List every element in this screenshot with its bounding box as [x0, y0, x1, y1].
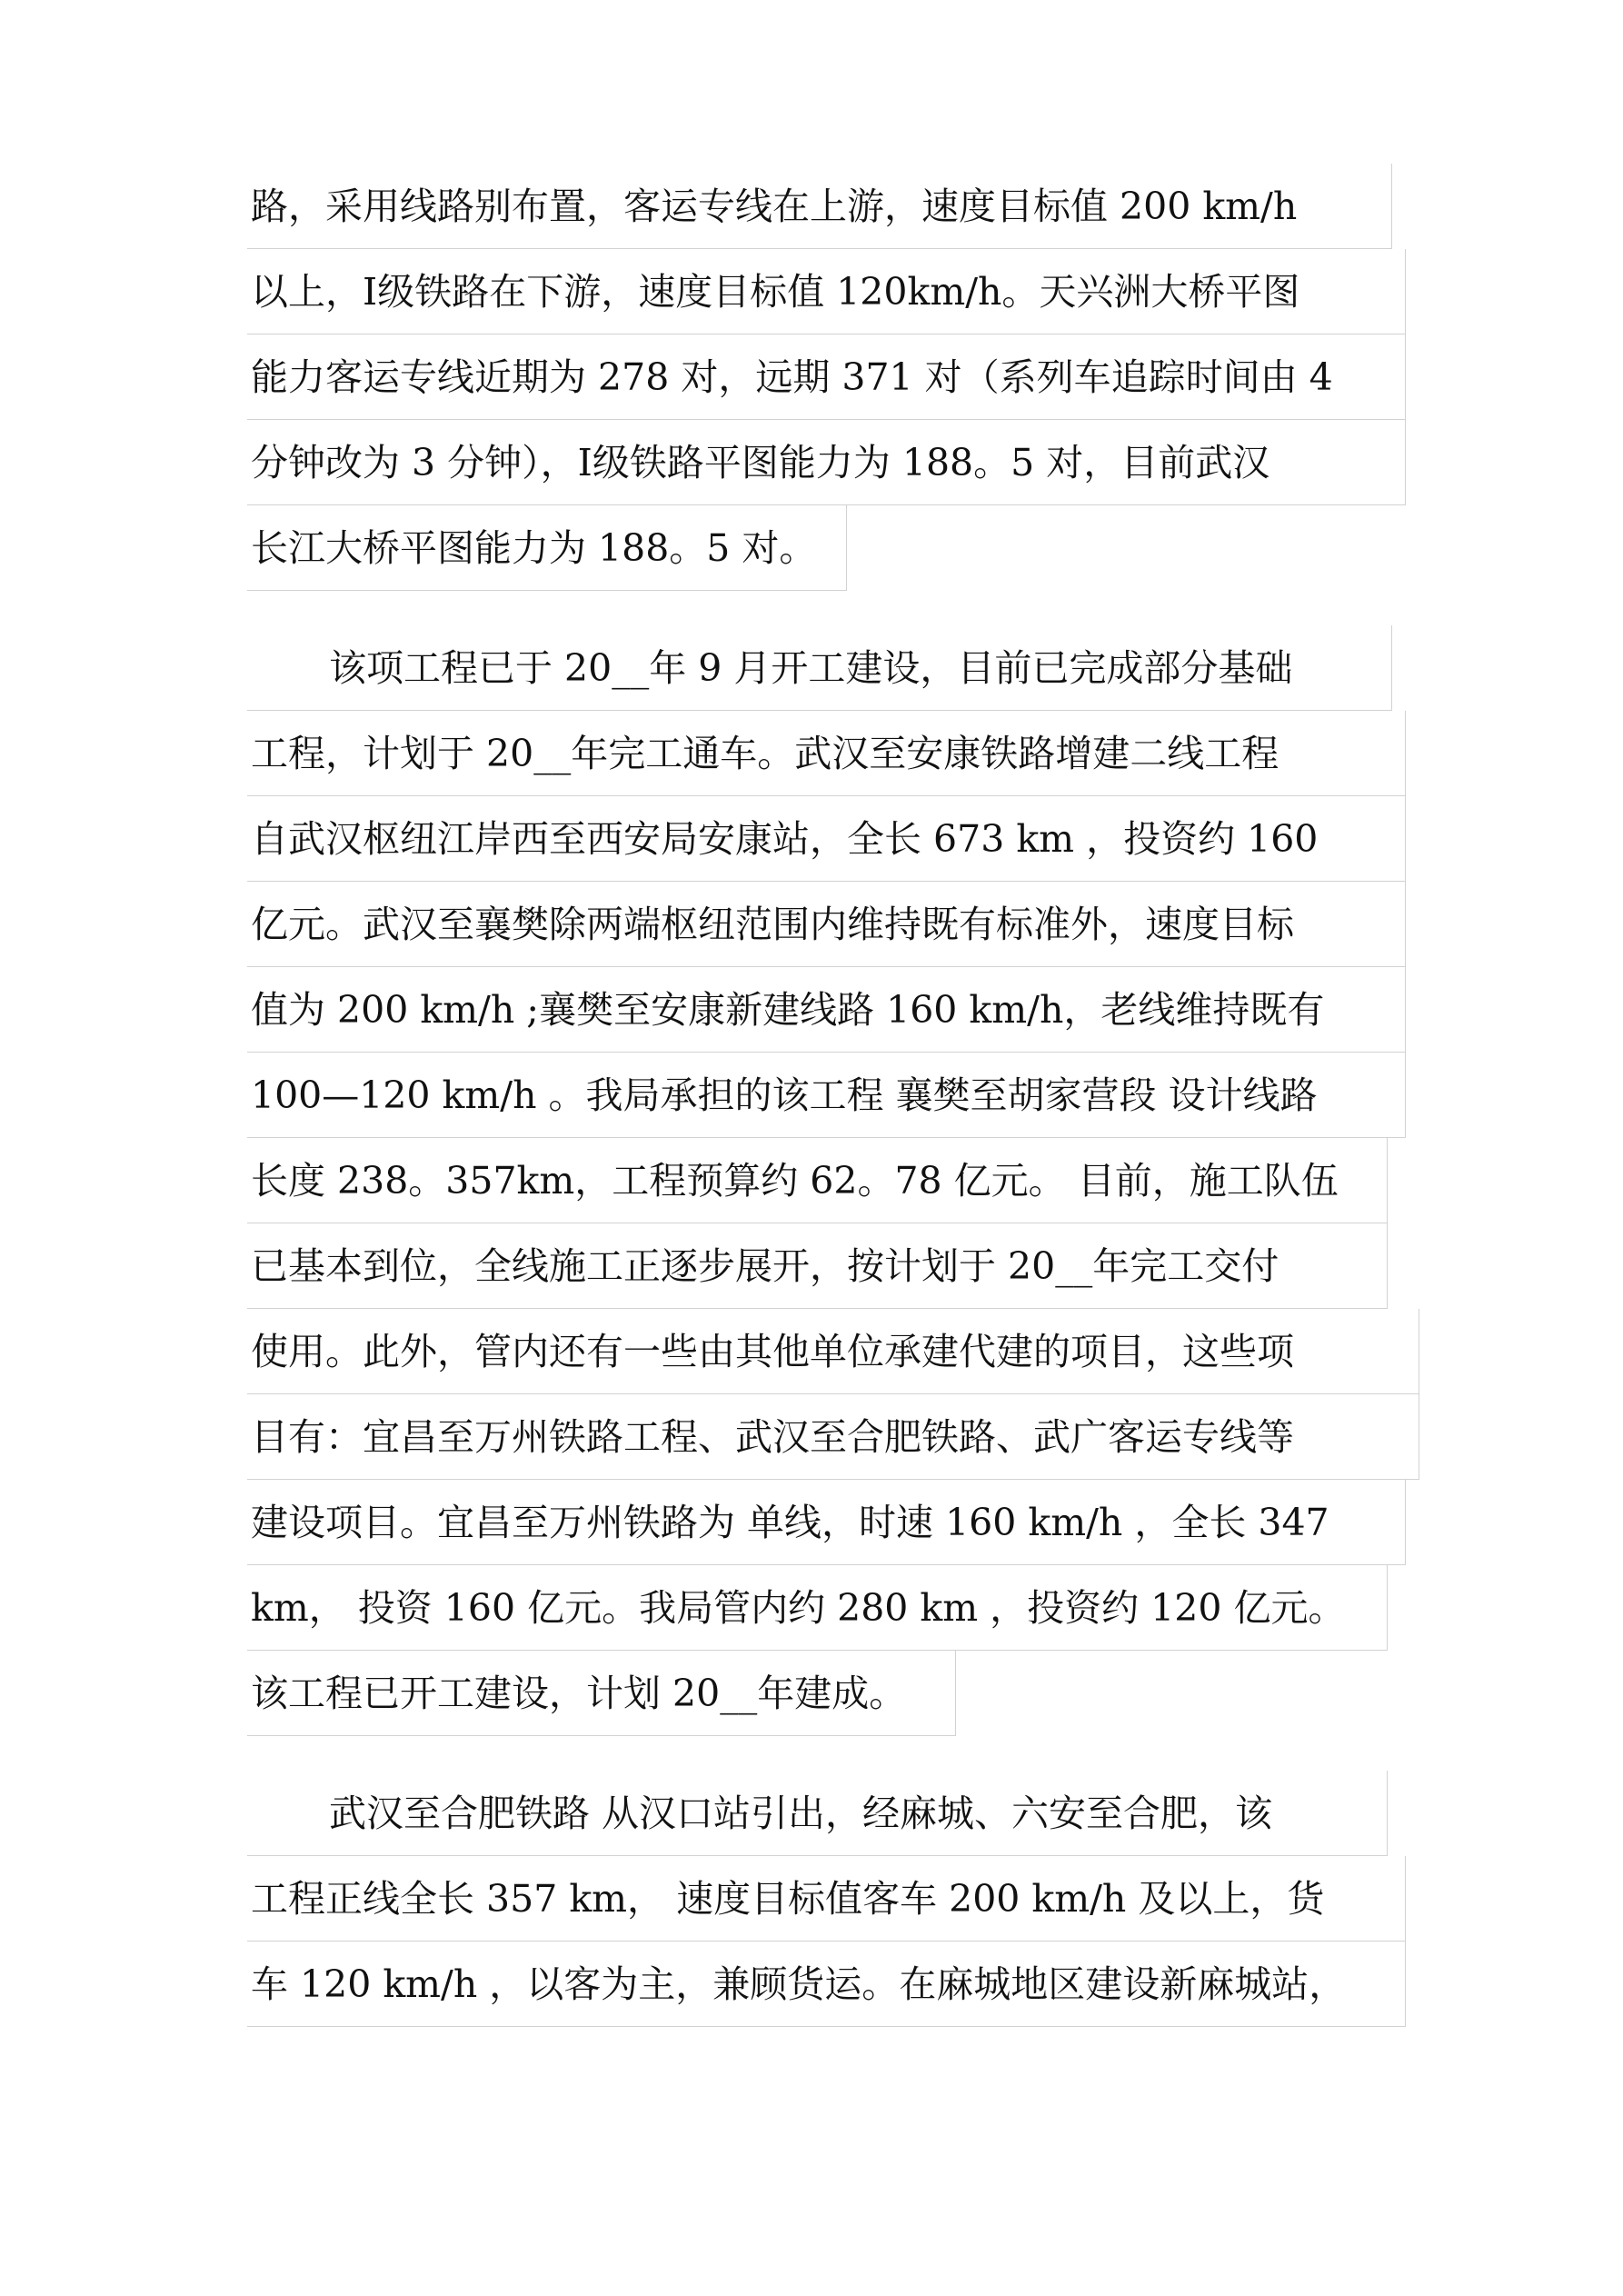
text-line: 亿元。武汉至襄樊除两端枢纽范围内维持既有标准外，速度目标: [247, 882, 1406, 967]
text-line: 使用。此外，管内还有一些由其他单位承建代建的项目，这些项: [247, 1309, 1419, 1394]
text-line: 能力客运专线近期为 278 对，远期 371 对（系列车追踪时间由 4: [247, 334, 1406, 420]
text-line: 自武汉枢纽江岸西至西安局安康站，全长 673 km ，投资约 160: [247, 796, 1406, 882]
text-line: 100—120 km/h 。我局承担的该工程 襄樊至胡家营段 设计线路: [247, 1053, 1406, 1138]
paragraph-1: [247, 164, 1419, 591]
text-line: 工程正线全长 357 km， 速度目标值客车 200 km/h 及以上，货: [247, 1856, 1406, 1942]
text-line: 目有：宜昌至万州铁路工程、武汉至合肥铁路、武广客运专线等: [247, 1394, 1419, 1480]
text-line: 该项工程已于 20__年 9 月开工建设，目前已完成部分基础: [247, 625, 1392, 711]
paragraph-3: [247, 1771, 1419, 2027]
text-line: 值为 200 km/h ;襄樊至安康新建线路 160 km/h，老线维持既有: [247, 967, 1406, 1053]
text-line: km， 投资 160 亿元。我局管内约 280 km ，投资约 120 亿元。: [247, 1565, 1388, 1651]
text-line: 长度 238。357km，工程预算约 62。78 亿元。 目前，施工队伍: [247, 1138, 1388, 1223]
paragraph-2: [247, 625, 1419, 1736]
text-line: 车 120 km/h ，以客为主，兼顾货运。在麻城地区建设新麻城站，: [247, 1942, 1406, 2027]
text-line: 分钟改为 3 分钟），Ⅰ级铁路平图能力为 188。5 对，目前武汉: [247, 420, 1406, 505]
text-line: 该工程已开工建设，计划 20__年建成。: [247, 1651, 956, 1736]
text-line: 以上，Ⅰ级铁路在下游，速度目标值 120km/h。天兴洲大桥平图: [247, 249, 1406, 334]
text-line: 武汉至合肥铁路 从汉口站引出，经麻城、六安至合肥，该: [247, 1771, 1388, 1856]
text-line: 已基本到位，全线施工正逐步展开，按计划于 20__年完工交付: [247, 1223, 1388, 1309]
text-line: 长江大桥平图能力为 188。5 对。: [247, 505, 847, 591]
text-line: 建设项目。宜昌至万州铁路为 单线，时速 160 km/h ，全长 347: [247, 1480, 1406, 1565]
text-line: 路，采用线路别布置，客运专线在上游，速度目标值 200 km/h: [247, 164, 1392, 249]
text-line: 工程，计划于 20__年完工通车。武汉至安康铁路增建二线工程: [247, 711, 1406, 796]
